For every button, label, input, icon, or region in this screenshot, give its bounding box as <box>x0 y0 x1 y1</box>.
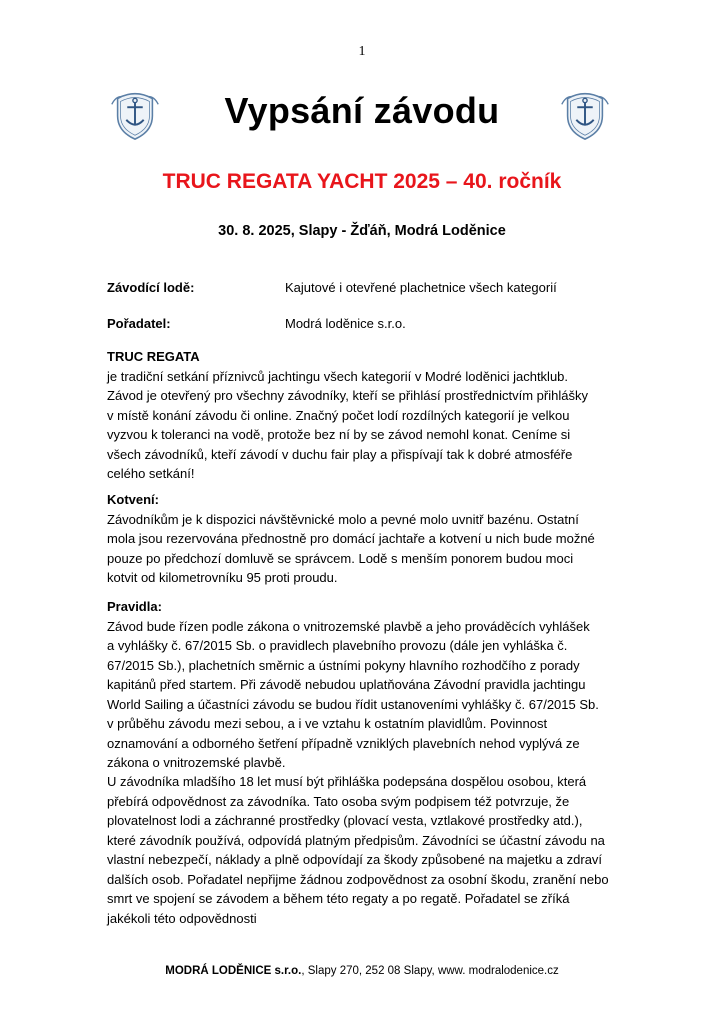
text-line: a vyhlášky č. 67/2015 Sb. o pravidlech plavebního provozu (dále jen vyhláška č. <box>107 638 568 653</box>
text-line: World Sailing a účastníci závodu se budou řídit ustanoveními vyhlášky č. 67/2015 Sb. <box>107 696 599 712</box>
organizer-value: Modrá loděnice s.r.o. <box>285 316 406 331</box>
text-line: je tradiční setkání příznivců jachtingu všech kategorií v Modré loděnici jachtklub. <box>107 368 569 384</box>
text-line: plovatelnost lodi a záchranné prostředky (plovací vesta, vztlakové prostředky atd.), <box>107 813 583 828</box>
text-line: přebírá odpovědnost za závodníka. Tato osoba svým podpisem též potvrzuje, že <box>107 793 570 809</box>
text-line: Závod je otevřený pro všechny závodníky, kteří se přihlásí prostřednictvím přihlášky <box>107 388 588 403</box>
organizer-label: Pořadatel: <box>107 316 171 331</box>
text-line: pouze po předchozí domluvě se správcem. Lodě s menším ponorem budou moci <box>107 550 574 566</box>
text-line: U závodníka mladšího 18 let musí být přihláška podepsána dospělou osobou, která <box>107 774 587 789</box>
text-line: Závodníkům je k dispozici návštěvnické molo a pevné molo uvnitř bazénu. Ostatní <box>107 511 579 527</box>
text-line: v průběhu závodu mezi sebou, a i ve vztahu k ostatním plavidlům. Povinnost <box>107 716 548 731</box>
page-number: 1 <box>358 44 366 59</box>
truc-regata-section <box>107 347 623 484</box>
text-line: v místě konání závodu či online. Značný počet lodí rozdílných kategorií je velkou <box>107 407 570 423</box>
boats-value: Kajutové i otevřené plachetnice všech kategorií <box>285 280 557 295</box>
event-subtitle: TRUC REGATA YACHT 2025 – 40. ročník <box>162 170 562 193</box>
text-line: vyzvou k toleranci na vodě, protože bez ní by se závod nemohl konat. Ceníme si <box>107 427 571 442</box>
text-line: mola jsou rezervována přednostně pro domácí jachtaře a kotvení u nich bude možné <box>107 531 595 546</box>
footer-company: MODRÁ LODĚNICE s.r.o. <box>165 965 302 977</box>
section-heading: Kotvení: <box>107 492 159 507</box>
text-line: Závod bude řízen podle zákona o vnitrozemské plavbě a jeho prováděcích vyhlášek <box>107 618 590 634</box>
text-line: 67/2015 Sb.), plachetních směrnic a ústními pokyny hlavního rozhodčího z porady <box>107 657 580 673</box>
text-line: všech závodníků, kteří závodí v duchu fair play a přispívají tak k dobré atmosféře <box>107 446 573 462</box>
text-line: oznamování a odborného šetření případně vzniklých plavebních nehod vyplývá ze <box>107 735 580 751</box>
footer <box>0 965 724 977</box>
event-date-location: 30. 8. 2025, Slapy - Žďáň, Modrá Loděnice <box>218 223 506 239</box>
section-heading: Pravidla: <box>107 599 162 614</box>
text-line: zákona o vnitrozemské plavbě. <box>107 755 286 770</box>
text-line: které závodník používá, odpovídá platným předpisům. Závodníci se účastní závodu na <box>107 832 605 848</box>
minors-section <box>107 772 623 928</box>
text-line: dalších osob. Pořadatel nepřijme žádnou zodpovědnost za osobní škodu, zranění nebo <box>107 871 609 887</box>
text-line: kotvit od kilometrovníku 95 proti proudu. <box>107 570 338 585</box>
text-line: celého setkání! <box>107 466 195 481</box>
text-line: jakékoli této odpovědnosti <box>107 910 257 926</box>
pravidla-section <box>107 597 623 773</box>
text-line: smrt ve spojení se závodem a během této regaty a po regatě. Pořadatel se zříká <box>107 891 570 906</box>
boats-label: Závodící lodě: <box>107 280 195 295</box>
text-line: kapitánů před startem. Při závodě nebudou uplatňována Závodní pravidla jachtingu <box>107 677 586 692</box>
footer-address: , Slapy 270, 252 08 Slapy, www. modralodenice.cz <box>301 965 559 977</box>
kotveni-section <box>107 490 623 588</box>
document-title: Vypsání závodu <box>224 90 500 131</box>
section-heading: TRUC REGATA <box>107 349 200 364</box>
text-line: vlastní nebezpečí, náklady a plně odpovídají za škody způsobené na majetku a zdraví <box>107 852 603 867</box>
